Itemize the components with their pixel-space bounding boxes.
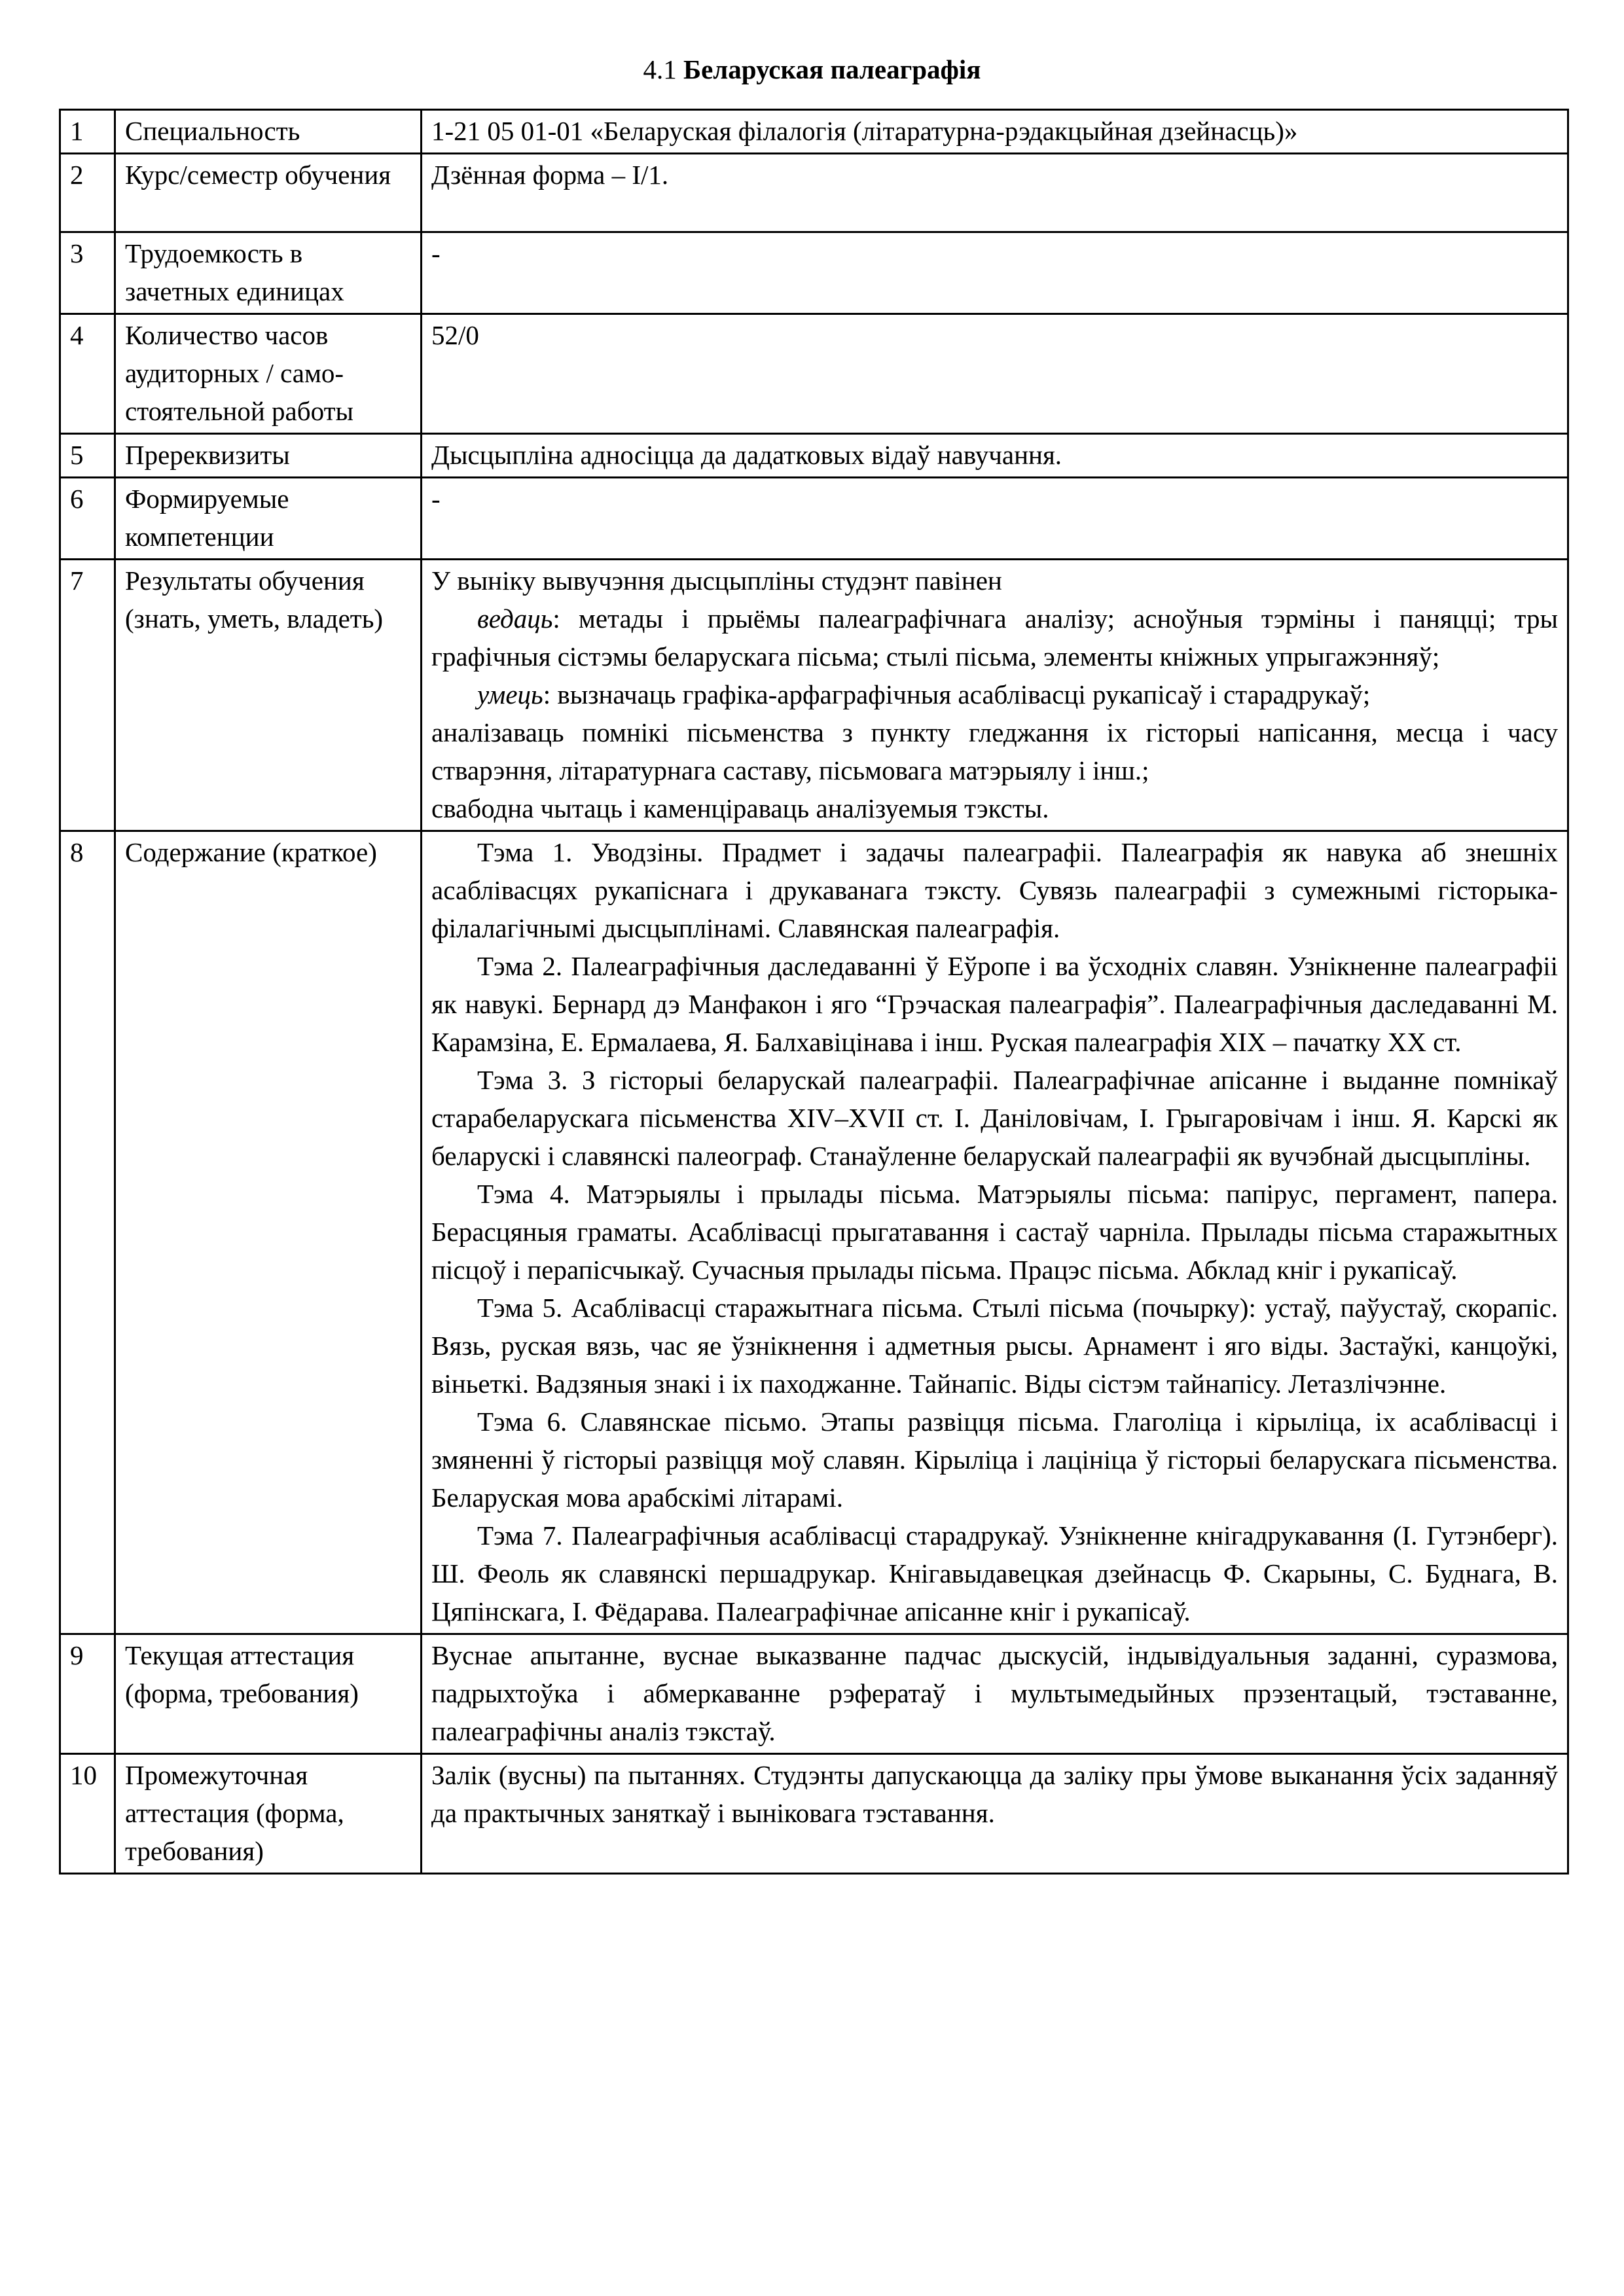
- row-content: [422, 560, 1568, 831]
- topic-1: Тэма 1. Уводзіны. Прадмет і задачы палеаграфіі. Палеаграфія як навука аб знешніх асаблівасцях рукапіснага і друкаванага тэксту. Сувязь палеаграфіі з сумежнымі гісторыка-філалагічнымі дысцыплінамі. Славянская палеаграфія.: [431, 837, 1558, 943]
- title-text: Беларуская палеаграфія: [683, 54, 981, 84]
- row-content: 1-21 05 01-01 «Беларуская філалогія (літаратурна-рэдакцыйная дзейнасць)»: [422, 110, 1568, 154]
- row-number: 9: [60, 1634, 115, 1754]
- row-number: 2: [60, 154, 115, 232]
- table-row: [60, 434, 1568, 478]
- row-number: 8: [60, 831, 115, 1634]
- row-content: Залік (вусны) па пытаннях. Студэнты дапускаюцца да заліку пры ўмове выканання ўсіх заданняў да практычных заняткаў і выніковага тэставання.: [422, 1754, 1568, 1874]
- topic-2: Тэма 2. Палеаграфічныя даследаванні ў Еўропе і ва ўсходніх славян. Узнікненне палеаграфіі як навукі. Бернард дэ Манфакон і яго “Грэчаская палеаграфія”. Палеаграфічныя даследаванні М. Карамзіна, Е. Ермалаева, Я. Балхавіцінава і інш. Руская палеаграфія XIX – пачатку XX ст.: [431, 951, 1558, 1057]
- row-content: -: [422, 232, 1568, 314]
- topic-6: Тэма 6. Славянскае пісьмо. Этапы развіцця пісьма. Глаголіца і кірыліца, іх асаблівасці і змяненні ў гісторыі развіцця моў славян. Кірыліца і лацініца ў гісторыі беларускага пісьменства. Беларуская мова арабскімі літарамі.: [431, 1407, 1558, 1513]
- row-number: 7: [60, 560, 115, 831]
- row-label: Пререквизиты: [115, 434, 422, 478]
- row-number: 3: [60, 232, 115, 314]
- topic-5: Тэма 5. Асаблівасці старажытнага пісьма. Стылі пісьма (почырку): устаў, паўустаў, скорапіс. Вязь, руская вязь, час яе ўзнікнення і адметныя рысы. Арнамент і яго віды. Застаўкі, канцоўкі, віньеткі. Вадзяныя знакі і іх паходжанне. Тайнапіс. Віды сістэм тайнапісу. Летазлічэнне.: [431, 1293, 1558, 1399]
- results-know-text: : метады і прыёмы палеаграфічнага аналізу; асноўныя тэрміны і паняцці; тры графічныя сістэмы беларускага пісьма; стылі пісьма, элементы кніжных упрыгажэнняў;: [431, 603, 1558, 672]
- row-label: Промежуточная аттестация (форма, требования): [115, 1754, 422, 1874]
- table-row: [60, 154, 1568, 232]
- row-number: 10: [60, 1754, 115, 1874]
- course-table: [59, 109, 1569, 1874]
- row-number: 4: [60, 314, 115, 434]
- results-can: [431, 675, 1558, 713]
- topic-4: Тэма 4. Матэрыялы і прылады пісьма. Матэрыялы пісьма: папірус, пергамент, папера. Берасцяныя граматы. Асаблівасці прыгатавання і састаў чарніла. Прылады пісьма старажытных пісцоў і перапісчыкаў. Сучасныя прылады пісьма. Працэс пісьма. Абклад кніг і рукапісаў.: [431, 1179, 1558, 1285]
- row-number: 5: [60, 434, 115, 478]
- results-can-text: : вызначаць графіка-арфаграфічныя асаблівасці рукапісаў і старадрукаў;: [543, 679, 1371, 709]
- results-extra-1: аналізаваць помнікі пісьменства з пункту гледжання іх гісторыі напісання, месца і часу стварэння, літаратурнага саставу, пісьмовага матэрыялу і інш.;: [431, 717, 1558, 785]
- row-number: 1: [60, 110, 115, 154]
- row-label: Результаты обучения (знать, уметь, владеть): [115, 560, 422, 831]
- table-row: [60, 110, 1568, 154]
- row-content: -: [422, 478, 1568, 560]
- row-label: Формируемые компетенции: [115, 478, 422, 560]
- row-number: 6: [60, 478, 115, 560]
- results-can-word: умець: [477, 679, 543, 709]
- row-label: Текущая аттестация (форма, требования): [115, 1634, 422, 1754]
- row-label: Количество часов аудиторных / само-стоятельной работы: [115, 314, 422, 434]
- results-know-word: ведаць: [477, 603, 553, 634]
- results-intro: У выніку вывучэння дысцыпліны студэнт павінен: [431, 565, 1002, 596]
- results-know: [431, 600, 1558, 675]
- title-number: 4.1: [643, 54, 677, 84]
- row-label: Специальность: [115, 110, 422, 154]
- row-content: Дысцыпліна адносіцца да дадатковых відаў навучання.: [422, 434, 1568, 478]
- row-content: [422, 831, 1568, 1634]
- row-label: Трудоемкость в зачетных единицах: [115, 232, 422, 314]
- table-row: [60, 1754, 1568, 1874]
- table-row: [60, 478, 1568, 560]
- row-label: Содержание (краткое): [115, 831, 422, 1634]
- results-extra-2: свабодна чытаць і каменціраваць аналізуемыя тэксты.: [431, 793, 1049, 823]
- table-row: [60, 560, 1568, 831]
- row-content: Дзённая форма – І/1.: [422, 154, 1568, 232]
- topic-7: Тэма 7. Палеаграфічныя асаблівасці старадрукаў. Узнікненне кнігадрукавання (І. Гутэнберг). Ш. Феоль як славянскі першадрукар. Кнігавыдавецкая дзейнасць Ф. Скарыны, С. Буднага, В. Цяпінскага, І. Фёдарава. Палеаграфічнае апісанне кніг і рукапісаў.: [431, 1520, 1558, 1626]
- table-row: [60, 1634, 1568, 1754]
- table-row: [60, 831, 1568, 1634]
- document-title: [0, 54, 1624, 85]
- table-row: [60, 314, 1568, 434]
- row-content: Вуснае апытанне, вуснае выказванне падчас дыскусій, індывідуальныя заданні, суразмова, падрыхтоўка і абмеркаванне рэфератаў і мультымедыйных прэзентацый, тэставанне, палеаграфічны аналіз тэкстаў.: [422, 1634, 1568, 1754]
- row-content: 52/0: [422, 314, 1568, 434]
- table-row: [60, 232, 1568, 314]
- row-label: Курс/семестр обучения: [115, 154, 422, 232]
- topic-3: Тэма 3. З гісторыі беларускай палеаграфіі. Палеаграфічнае апісанне і выданне помнікаў старабеларускага пісьменства XIV–XVII ст. І. Даніловічам, І. Грыгаровічам і інш. Я. Карскі як беларускі і славянскі палеограф. Станаўленне беларускай палеаграфіі як вучэбнай дысцыпліны.: [431, 1065, 1558, 1171]
